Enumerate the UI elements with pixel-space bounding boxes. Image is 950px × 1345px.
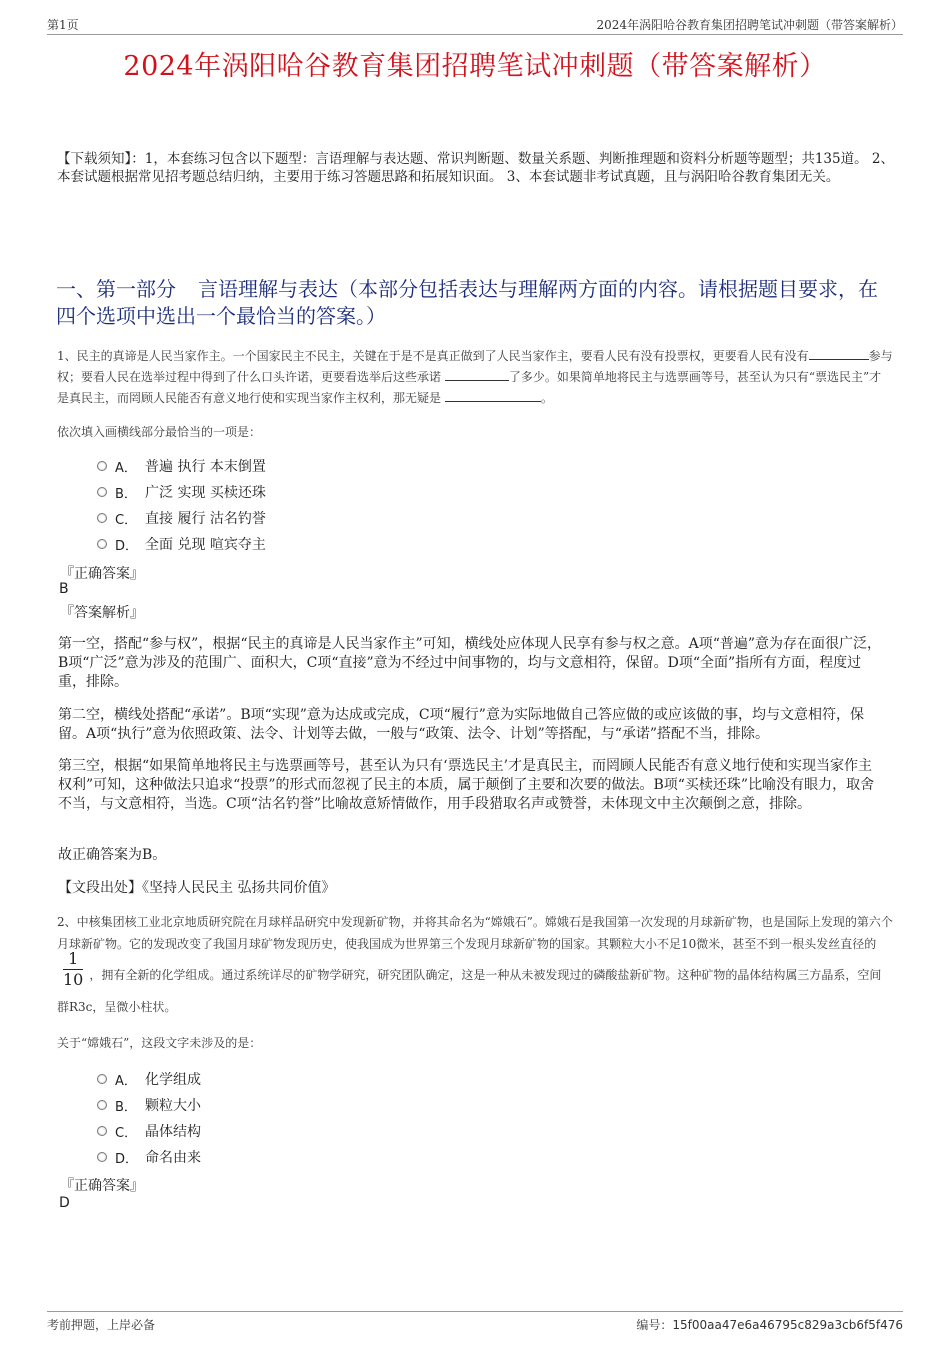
footer-code-label: 编号： [636, 1318, 673, 1332]
radio-icon[interactable] [97, 1126, 107, 1136]
radio-icon[interactable] [97, 513, 107, 523]
question-2-prompt: 关于“嫦娥石”，这段文字未涉及的是： [57, 1036, 262, 1050]
page-header [47, 14, 903, 35]
option-text: 颗粒大小 [145, 1098, 201, 1114]
radio-icon[interactable] [97, 539, 107, 549]
download-notice: 【下载须知】：1，本套练习包含以下题型：言语理解与表达题、常识判断题、数量关系题、判断推理题和资料分析题等题型；共135道。 2、本套试题根据常见招考题总结归纳，主要用于练习答题思路和拓展知识面。 3、本套试题非考试真题，且与涡阳哈谷教育集团无关。 [57, 151, 894, 185]
fraction-numerator: 1 [63, 949, 83, 970]
question-1-text-c: 了多少。如果简单地将民主与选票画等号，甚至认为只有“票选民主”才是真民主，而罔顾人民能否有意义地行使和实现当家作主权利，那无疑是 [57, 370, 882, 405]
footer-slogan: 考前押题，上岸必备 [47, 1318, 156, 1332]
fraction [63, 949, 83, 990]
option-text: 晶体结构 [145, 1124, 201, 1140]
question-1-text-d: 。 [540, 391, 553, 405]
option-a[interactable] [97, 1066, 201, 1092]
option-letter: A． [115, 1073, 137, 1089]
correct-answer-label: 『正确答案』 [60, 566, 144, 582]
option-b[interactable] [97, 1092, 201, 1118]
page-footer [47, 1311, 903, 1336]
question-1-text-b: 参与权；要看人民在选举过程中得到了什么口头许诺，更要看选举后这些承诺 [57, 349, 893, 384]
question-1-options [97, 453, 266, 557]
radio-icon[interactable] [97, 1100, 107, 1110]
footer-code [636, 1316, 903, 1333]
source-citation: 【文段出处】《坚持人民民主 弘扬共同价值》 [58, 880, 336, 896]
option-text: 命名由来 [145, 1150, 201, 1166]
section-heading [56, 276, 896, 330]
question-2-text-b: ，拥有全新的化学组成。通过系统详尽的矿物学研究，研究团队确定，这是一种从未被发现过的磷酸盐新矿物。这种矿物的晶体结构属三方晶系，空间群R3c，呈微小柱状。 [57, 968, 882, 1014]
radio-icon[interactable] [97, 1074, 107, 1084]
section-name: 言语理解与表达（本部分包括表达与理解两方面的内容。请根据题目要求，在四个选项中选出一个最恰当的答案。） [56, 277, 878, 328]
question-1-prompt: 依次填入画横线部分最恰当的一项是： [57, 425, 262, 439]
analysis-paragraph: 第二空，横线处搭配“承诺”。B项“实现”意为达成或完成，C项“履行”意为实际地做自己答应做的或应该做的事，均与文意相符，保留。A项“执行”意为依照政策、法令、计划等去做，一般与“政策、法令、计划”等搭配，与“承诺”搭配不当，排除。 [58, 707, 864, 742]
question-2-options [97, 1066, 201, 1170]
option-letter: C． [115, 512, 138, 528]
option-c[interactable] [97, 505, 266, 531]
option-a[interactable] [97, 453, 266, 479]
radio-icon[interactable] [97, 461, 107, 471]
question-1-text [57, 346, 893, 409]
analysis-paragraph: 第一空，搭配“参与权”，根据“民主的真谛是人民当家作主”可知，横线处应体现人民享有参与权之意。A项“普遍”意为存在面很广泛，B项“广泛”意为涉及的范围广、面积大，C项“直接”意为不经过中间事物的，均与文意相符，保留。D项“全面”指所有方面，程度过重，排除。 [58, 636, 882, 690]
option-text: 全面 兑现 喧宾夺主 [145, 537, 266, 553]
option-d[interactable] [97, 531, 266, 557]
correct-answer: D [59, 1195, 70, 1211]
option-letter: B． [115, 1099, 137, 1115]
correct-answer-label: 『正确答案』 [60, 1178, 144, 1194]
header-doc-title: 2024年涡阳哈谷教育集团招聘笔试冲刺题（带答案解析） [596, 18, 903, 32]
option-c[interactable] [97, 1118, 201, 1144]
option-b[interactable] [97, 479, 266, 505]
option-text: 普遍 执行 本末倒置 [145, 459, 266, 475]
option-text: 直接 履行 沽名钓誉 [145, 511, 266, 527]
option-letter: D． [115, 538, 139, 554]
analysis-conclusion: 故正确答案为B。 [58, 847, 167, 863]
analysis-paragraph: 第三空，根据“如果简单地将民主与选票画等号，甚至认为只有‘票选民主’才是真民主，而罔顾人民能否有意义地行使和实现当家作主权利”可知，这种做法只追求“投票”的形式而忽视了民主的本质，属于颠倒了主要和次要的做法。B项“买椟还珠”比喻没有眼力，取舍不当，与文意相符，当选。C项“沽名钓誉”比喻故意矫情做作，用手段猎取名声或赞誉，未体现文中主次颠倒之意，排除。 [58, 758, 875, 812]
fraction-denominator: 10 [63, 970, 84, 989]
option-letter: B． [115, 486, 137, 502]
question-2-text-a: 2、中核集团核工业北京地质研究院在月球样品研究中发现新矿物，并将其命名为“嫦娥石”。嫦娥石是我国第一次发现的月球新矿物，也是国际上发现的第六个月球新矿物。它的发现改变了我国月球矿物发现历史，使我国成为世界第三个发现月球新矿物的国家。其颗粒大小不足10微米，甚至不到一根头发丝直径的 [57, 915, 893, 951]
footer-code-value: 15f00aa47e6a46795c829a3cb6f5f476 [672, 1318, 903, 1332]
option-text: 广泛 实现 买椟还珠 [145, 485, 266, 501]
radio-icon[interactable] [97, 487, 107, 497]
blank-1 [809, 347, 869, 360]
section-part: 一、第一部分 [56, 277, 176, 301]
option-d[interactable] [97, 1144, 201, 1170]
analysis-label: 『答案解析』 [60, 605, 144, 621]
page-number: 第1页 [47, 18, 79, 32]
page-title: 2024年涡阳哈谷教育集团招聘笔试冲刺题（带答案解析） [123, 51, 827, 82]
blank-3 [445, 389, 541, 402]
question-1-text-a: 1、民主的真谛是人民当家作主。一个国家民主不民主，关键在于是不是真正做到了人民当家作主，要看人民有没有投票权，更要看人民有没有 [57, 349, 809, 363]
blank-2 [445, 368, 509, 381]
option-text: 化学组成 [145, 1072, 201, 1088]
correct-answer: B [59, 581, 69, 597]
question-2-text [57, 911, 893, 1018]
option-letter: A． [115, 460, 137, 476]
option-letter: D． [115, 1151, 139, 1167]
radio-icon[interactable] [97, 1152, 107, 1162]
option-letter: C． [115, 1125, 138, 1141]
